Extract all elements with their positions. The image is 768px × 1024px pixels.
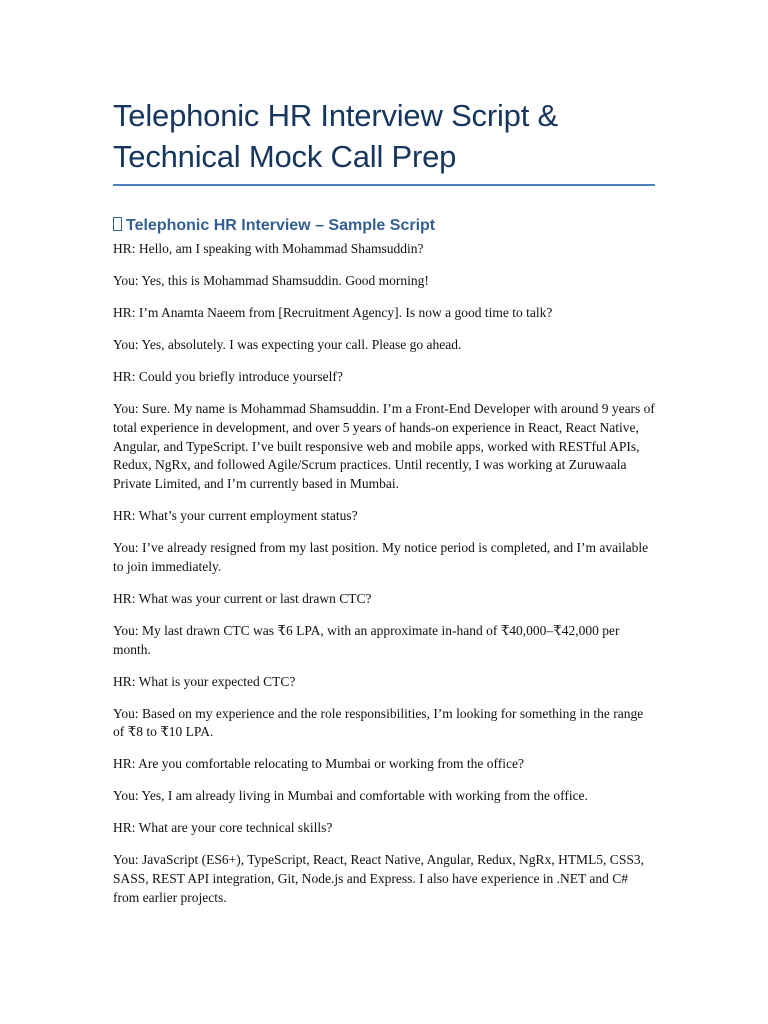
missing-glyph-icon (113, 217, 122, 231)
dialogue-paragraph: HR: What are your core technical skills? (113, 820, 333, 836)
document-title-line-1: Telephonic HR Interview Script & (113, 98, 559, 133)
dialogue-paragraph: You: I’ve already resigned from my last position. My notice period is completed, and I’m available to join immediately. (113, 540, 649, 574)
dialogue-paragraph: HR: Are you comfortable relocating to Mumbai or working from the office? (113, 756, 525, 772)
dialogue-paragraph: You: Sure. My name is Mohammad Shamsuddin. I’m a Front-End Developer with around 9 years of total experience in development, and over 5 years of hands-on experience in React, React Native, Angular, and TypeScript. I’ve built responsive web and mobile apps, worked with RESTful APIs, Redux, NgRx, and followed Agile/Scrum practices. Until recently, I was working at Zuruwaala Private Limited, and I’m currently based in Mumbai. (113, 400, 655, 492)
dialogue-paragraph: You: JavaScript (ES6+), TypeScript, React, React Native, Angular, Redux, NgRx, HTML5, CSS3, SASS, REST API integration, Git, Node.js and Express. I also have experience in .NET and C# from earlier projects. (113, 852, 644, 905)
dialogue-paragraph: HR: I’m Anamta Naeem from [Recruitment Agency]. Is now a good time to talk? (113, 304, 553, 320)
dialogue-paragraph: You: Yes, this is Mohammad Shamsuddin. Good morning! (113, 272, 429, 288)
dialogue-paragraph: You: Based on my experience and the role responsibilities, I’m looking for something in the range of ₹8 to ₹10 LPA. (113, 705, 644, 740)
dialogue-paragraph: HR: Hello, am I speaking with Mohammad Shamsuddin? (113, 241, 424, 256)
document-title-line-2: Technical Mock Call Prep (113, 139, 457, 174)
dialogue-paragraph: You: Yes, absolutely. I was expecting your call. Please go ahead. (113, 336, 462, 352)
dialogue-paragraph: You: Yes, I am already living in Mumbai and comfortable with working from the office. (113, 788, 588, 804)
document-content (113, 95, 655, 908)
dialogue-paragraph: HR: Could you briefly introduce yourself? (113, 368, 343, 384)
dialogue-paragraph: HR: What was your current or last drawn CTC? (113, 590, 372, 606)
document-title (113, 95, 655, 186)
dialogue-paragraph: HR: What is your expected CTC? (113, 673, 296, 689)
section-heading (113, 214, 655, 238)
section-heading-text: Telephonic HR Interview – Sample Script (126, 217, 436, 234)
dialogue-paragraph: HR: What’s your current employment status? (113, 508, 358, 524)
dialogue-paragraph: You: My last drawn CTC was ₹6 LPA, with an approximate in-hand of ₹40,000–₹42,000 per month. (113, 622, 620, 657)
